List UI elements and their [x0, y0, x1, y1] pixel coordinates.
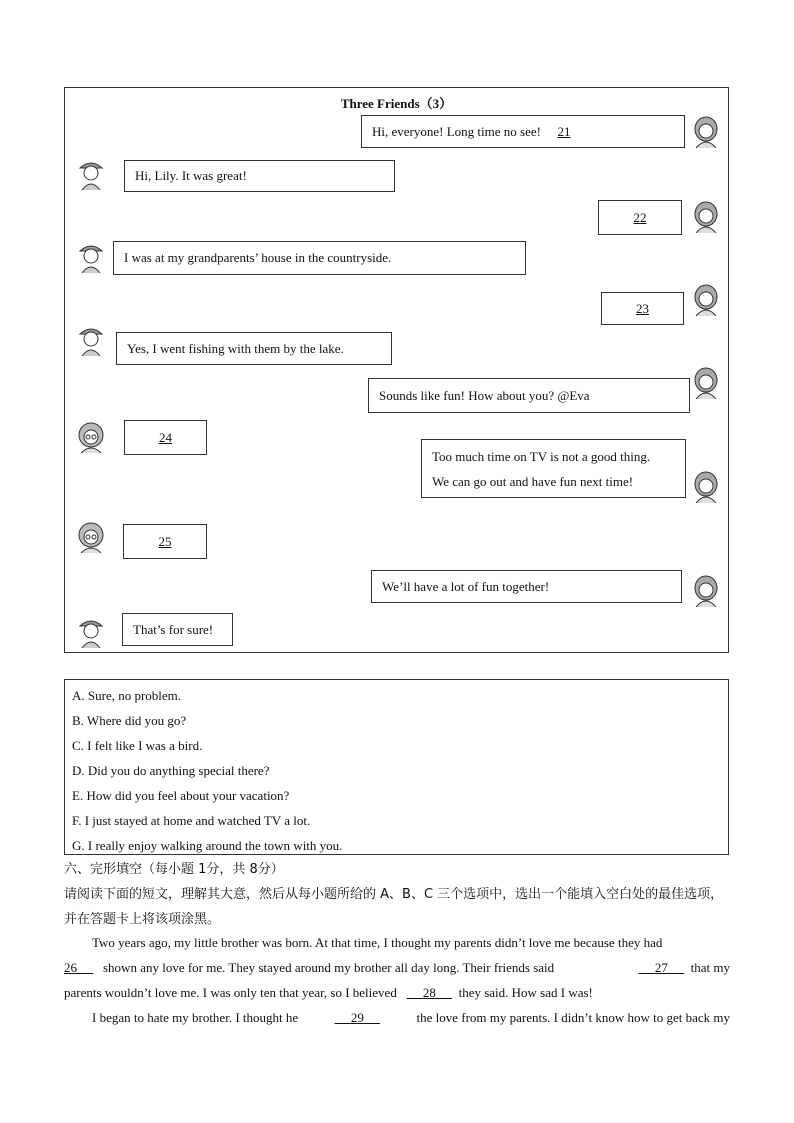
- dialogue-title: Three Friends（3）: [340, 96, 453, 111]
- girl-avatar-icon: [692, 201, 720, 233]
- message-line-2: We can go out and have fun next time!: [432, 473, 634, 489]
- blank-22: 22: [633, 209, 647, 225]
- chat-bubble-6: Yes, I went fishing with them by the lake.: [116, 332, 392, 365]
- chat-bubble-1: [361, 115, 685, 148]
- blank-23: 23: [636, 300, 649, 316]
- option-e: E. How did you feel about your vacation?: [72, 788, 290, 803]
- girl-glasses-avatar-icon: [77, 521, 105, 553]
- girl-glasses-avatar-icon: [77, 421, 105, 453]
- girl-avatar-icon: [692, 367, 720, 399]
- chat-bubble-5: [601, 292, 684, 325]
- option-a: A. Sure, no problem.: [72, 688, 182, 703]
- girl-avatar-icon: [692, 116, 720, 148]
- paragraph-1-line-2: [64, 955, 730, 980]
- girl-avatar-icon: [692, 471, 720, 503]
- chat-bubble-12: That’s for sure!: [122, 613, 233, 646]
- text-segment: the love from my parents. I didn’t know how to get back my: [416, 1010, 730, 1025]
- text-segment: they said. How sad I was!: [458, 985, 593, 1000]
- chat-bubble-4: I was at my grandparents’ house in the countryside.: [113, 241, 526, 275]
- chat-bubble-7: Sounds like fun! How about you? @Eva: [368, 378, 690, 413]
- paragraph-1-line-3: [64, 980, 730, 1005]
- option-b: B. Where did you go?: [72, 713, 187, 728]
- options-box: [64, 679, 729, 855]
- blank-24: 24: [159, 429, 172, 445]
- chat-bubble-10: [123, 524, 207, 559]
- paragraph-2-line-1: [64, 1005, 730, 1030]
- blank-21: 21: [557, 123, 571, 139]
- boy-cap-avatar-icon: [77, 158, 105, 190]
- boy-cap-avatar-icon: [77, 616, 105, 648]
- paragraph-1-line-1: Two years ago, my little brother was born. At that time, I thought my parents didn’t love me because they had: [92, 935, 663, 950]
- boy-cap-avatar-icon: [77, 241, 105, 273]
- paragraph-1: [64, 930, 730, 1005]
- blank-29: 29: [350, 1010, 364, 1025]
- message-text: Hi, everyone! Long time no see!: [372, 123, 541, 139]
- chat-bubble-11: We’ll have a lot of fun together!: [371, 570, 682, 603]
- blank-27: 27: [654, 960, 668, 975]
- instructions: 请阅读下面的短文，理解其大意，然后从每小题所给的 A、B、C 三个选项中，选出一个能填入空白处的最佳选项，并在答题卡上将该项涂黑。: [64, 887, 724, 927]
- text-segment: shown any love for me. They stayed around my brother all day long. Their friends said: [103, 960, 555, 975]
- section-heading: 六、完形填空（每小题 1分，共 8分）: [64, 862, 284, 877]
- girl-avatar-icon: [692, 284, 720, 316]
- blank-25: 25: [158, 533, 172, 549]
- option-d: D. Did you do anything special there?: [72, 763, 270, 778]
- blank-26: 26: [64, 960, 77, 975]
- text-segment: that my: [690, 960, 730, 975]
- chat-bubble-3: [598, 200, 682, 235]
- option-c: C. I felt like I was a bird.: [72, 738, 203, 753]
- girl-avatar-icon: [692, 575, 720, 607]
- chat-bubble-8: [124, 420, 207, 455]
- chat-bubble-9: [421, 439, 686, 498]
- paragraph-2: [64, 1005, 730, 1030]
- message-line-1: Too much time on TV is not a good thing.: [432, 448, 651, 464]
- text-segment: I began to hate my brother. I thought he: [92, 1010, 299, 1025]
- option-f: F. I just stayed at home and watched TV a lot.: [72, 813, 311, 828]
- dialogue-box: [64, 87, 729, 653]
- text-segment: parents wouldn’t love me. I was only ten that year, so I believed: [64, 985, 397, 1000]
- chat-bubble-2: Hi, Lily. It was great!: [124, 160, 395, 192]
- boy-cap-avatar-icon: [77, 324, 105, 356]
- blank-28: 28: [422, 985, 436, 1000]
- option-g: G. I really enjoy walking around the town with you.: [72, 838, 343, 853]
